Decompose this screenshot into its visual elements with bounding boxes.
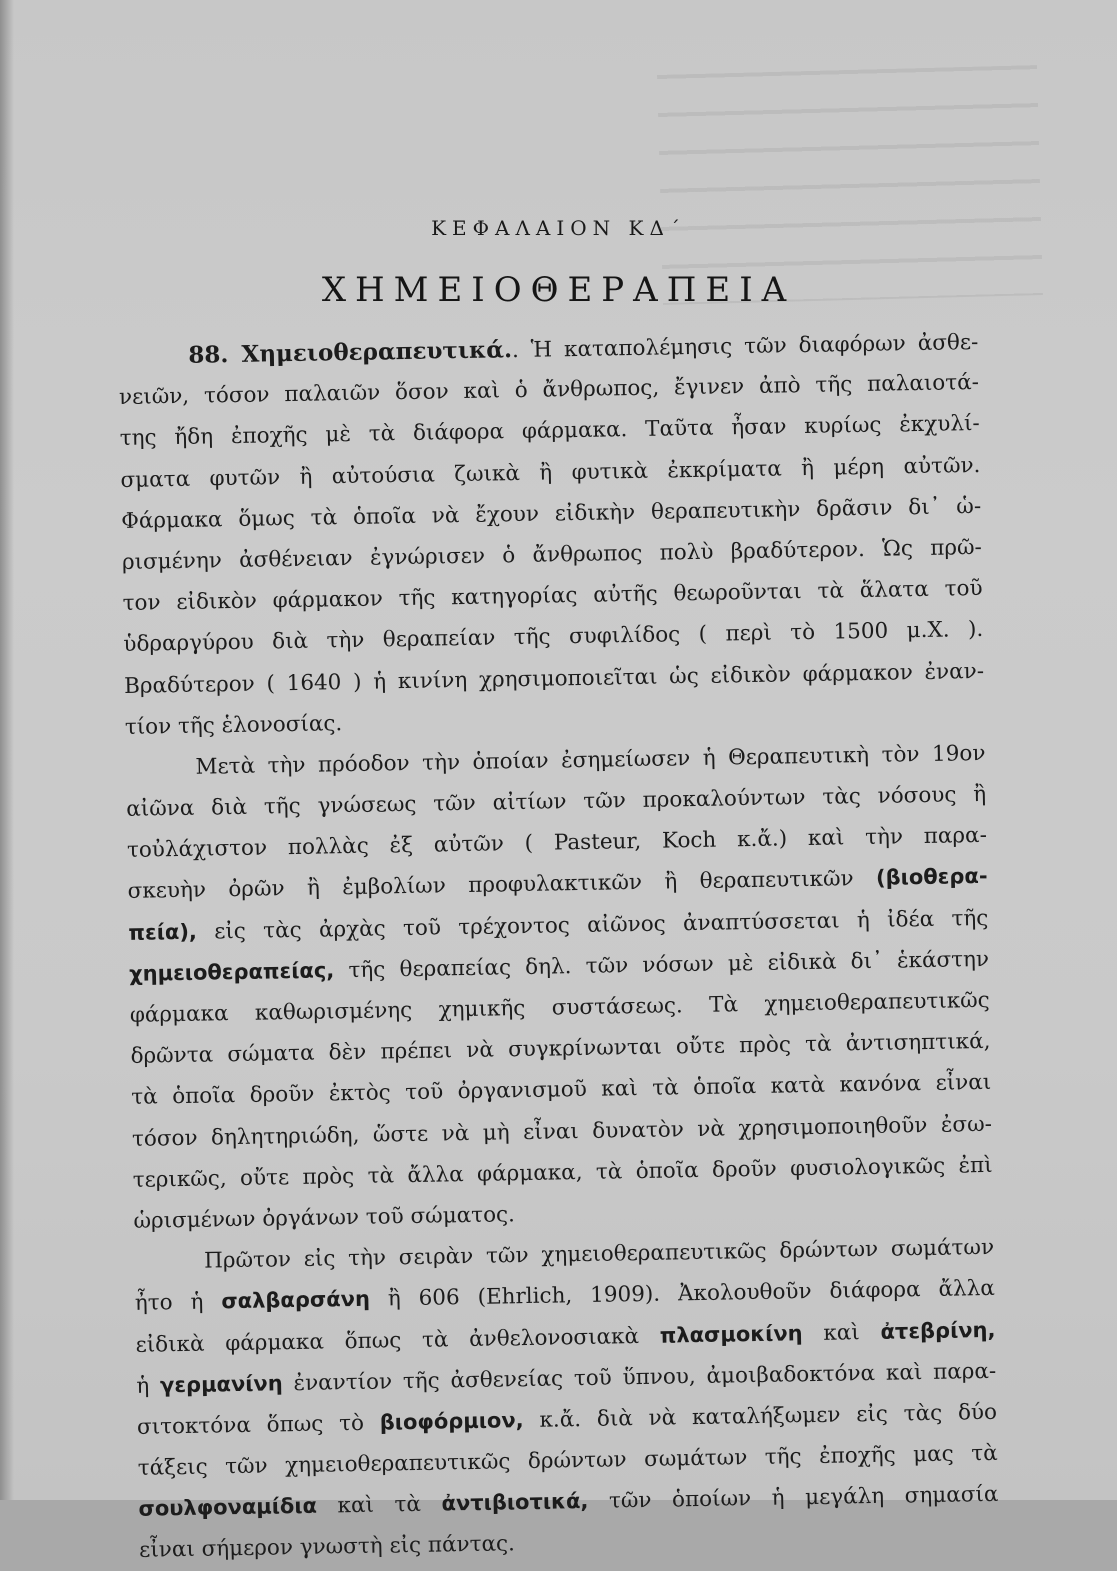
text-span: . Ἡ καταπολέμησις τῶν διαφόρων ἀσθε-	[511, 329, 979, 364]
text-line: ὑδραργύρου διὰ τὴν θεραπείαν τῆς συφιλίδος ( περὶ τὸ 1500 μ.Χ. ).	[123, 617, 984, 658]
bold-term: σαλβαρσάνη	[221, 1287, 371, 1314]
bold-term: (βιοθερα-	[875, 864, 988, 891]
text-line: τὰ ὁποῖα δροῦν ἐκτὸς τοῦ ὀργανισμοῦ καὶ τὰ ὁποῖα κατὰ κανόνα εἶναι	[131, 1070, 992, 1111]
bold-term: βιοφόρμιον,	[379, 1407, 524, 1435]
text-span: σκευὴν ὀρῶν ἢ ἐμβολίων προφυλακτικῶν ἢ θεραπευτικῶν	[127, 866, 877, 905]
text-span: καὶ	[802, 1319, 881, 1346]
text-line: Βραδύτερον ( 1640 ) ἡ κινίνη χρησιμοποιεῖται ὡς εἰδικὸν φάρμακον ἐναν-	[123, 658, 985, 699]
text-line: νειῶν, τόσον παλαιῶν ὅσον καὶ ὁ ἄνθρωπος, ἔγινεν ἀπὸ τῆς παλαιοτά-	[118, 370, 980, 411]
bold-term: πλασμοκίνη	[659, 1320, 803, 1348]
text-line: Πρῶτον εἰς τὴν σειρὰν τῶν χημειοθεραπευτικῶς δρώντων σωμάτων	[203, 1234, 995, 1274]
text-line: Φάρμακα ὅμως τὰ ὁποῖα νὰ ἔχουν εἰδικὴν θεραπευτικὴν δρᾶσιν δι᾽ ὡ-	[121, 493, 982, 534]
text-line: τόσον δηλητηριώδη, ὥστε νὰ μὴ εἶναι δυνατὸν νὰ χρησιμοποιηθοῦν ἐσω-	[131, 1111, 993, 1152]
text-line: εἶναι σήμερον γνωστὴ εἰς πάντας.	[138, 1531, 516, 1564]
bold-term: χημειοθεραπείας,	[128, 958, 335, 986]
chapter-label: ΚΕΦΑΛΑΙΟΝ ΚΔ΄	[431, 216, 686, 240]
bold-term: σουλφοναμίδια	[138, 1493, 318, 1522]
text-line: της ἤδη ἐποχῆς μὲ τὰ διάφορα φάρμακα. Ταῦτα ἦσαν κυρίως ἐκχυλί-	[119, 411, 980, 452]
bold-term: πεία),	[128, 919, 198, 945]
text-line: αἰῶνα διὰ τῆς γνώσεως τῶν αἰτίων τῶν προκαλούντων τὰς νόσους ἢ	[126, 781, 987, 822]
text-line: τερικῶς, οὔτε πρὸς τὰ ἄλλα φάρμακα, τὰ ὁποῖα δροῦν φυσιολογικῶς ἐπὶ	[132, 1152, 993, 1193]
text-line: τον εἰδικὸν φάρμακον τῆς κατηγορίας αὐτῆς θεωροῦνται τὰ ἅλατα τοῦ	[122, 576, 983, 617]
text-span: ἐναντίον τῆς ἀσθενείας τοῦ ὕπνου, ἀμοιβαδοκτόνα καὶ παρα-	[282, 1358, 997, 1396]
chapter-title: ΧΗΜΕΙΟΘΕΡΑΠΕΙΑ	[321, 270, 796, 310]
text-span: καὶ τὰ	[316, 1491, 442, 1519]
text-span: ἦτο ἡ	[134, 1289, 222, 1317]
bold-term: ἀτεβρίνη,	[880, 1317, 996, 1344]
text-line: ρισμένην ἀσθένειαν ἐγνώρισεν ὁ ἄνθρωπος πολὺ βραδύτερον. Ὡς πρῶ-	[121, 534, 983, 575]
text-span: σιτοκτόνα ὅπως τὸ	[136, 1410, 381, 1440]
text-body	[118, 321, 999, 1571]
show-through-text	[657, 65, 1043, 305]
text-span: εἰδικὰ φάρμακα ὅπως τὰ ἀνθελονοσιακὰ	[135, 1323, 660, 1358]
text-span: ἡ	[136, 1373, 161, 1399]
text-line: τίον τῆς ἑλονοσίας.	[124, 710, 343, 740]
text-span: κ.ἄ. διὰ νὰ καταλήξωμεν εἰς τὰς δύο	[523, 1399, 998, 1433]
section-heading: 88. Χημειοθεραπευτικά.	[188, 336, 513, 369]
text-line: Μετὰ τὴν πρόοδον τὴν ὁποίαν ἐσημείωσεν ἡ Θεραπευτικὴ τὸν 19ον	[195, 740, 986, 780]
text-line: τοὐλάχιστον πολλὰς ἐξ αὐτῶν ( Pasteur, Koch κ.ἄ.) καὶ τὴν παρα-	[126, 823, 988, 864]
bold-term: ἀντιβιοτικά,	[441, 1489, 589, 1516]
text-span: τῆς θεραπείας δηλ. τῶν νόσων μὲ εἰδικὰ δι᾽ ἑκάστην	[334, 946, 990, 984]
text-line: τάξεις τῶν χημειοθεραπευτικῶς δρώντων σωμάτων τῆς ἐποχῆς μας τὰ	[137, 1440, 998, 1481]
text-span: τῶν ὁποίων ἡ μεγάλη σημασία	[588, 1482, 999, 1515]
text-span: ἢ 606 (Ehrlich, 1909). Ἀκολουθοῦν διάφορα ἄλλα	[369, 1276, 995, 1313]
text-line: σματα φυτῶν ἢ αὐτούσια ζωικὰ ἢ φυτικὰ ἐκκρίματα ἢ μέρη αὐτῶν.	[120, 452, 981, 493]
text-line: δρῶντα σώματα δὲν πρέπει νὰ συγκρίνωνται οὔτε πρὸς τὰ ἀντισηπτικά,	[130, 1029, 991, 1070]
text-span: εἰς τὰς ἀρχὰς τοῦ τρέχοντος αἰῶνος ἀναπτύσσεται ἡ ἰδέα τῆς	[196, 905, 989, 945]
text-line: ὡρισμένων ὀργάνων τοῦ σώματος.	[133, 1202, 516, 1234]
text-line: φάρμακα καθωρισμένης χημικῆς συστάσεως. Τὰ χημειοθεραπευτικῶς	[129, 987, 990, 1028]
bold-term: γερμανίνη	[159, 1370, 283, 1398]
